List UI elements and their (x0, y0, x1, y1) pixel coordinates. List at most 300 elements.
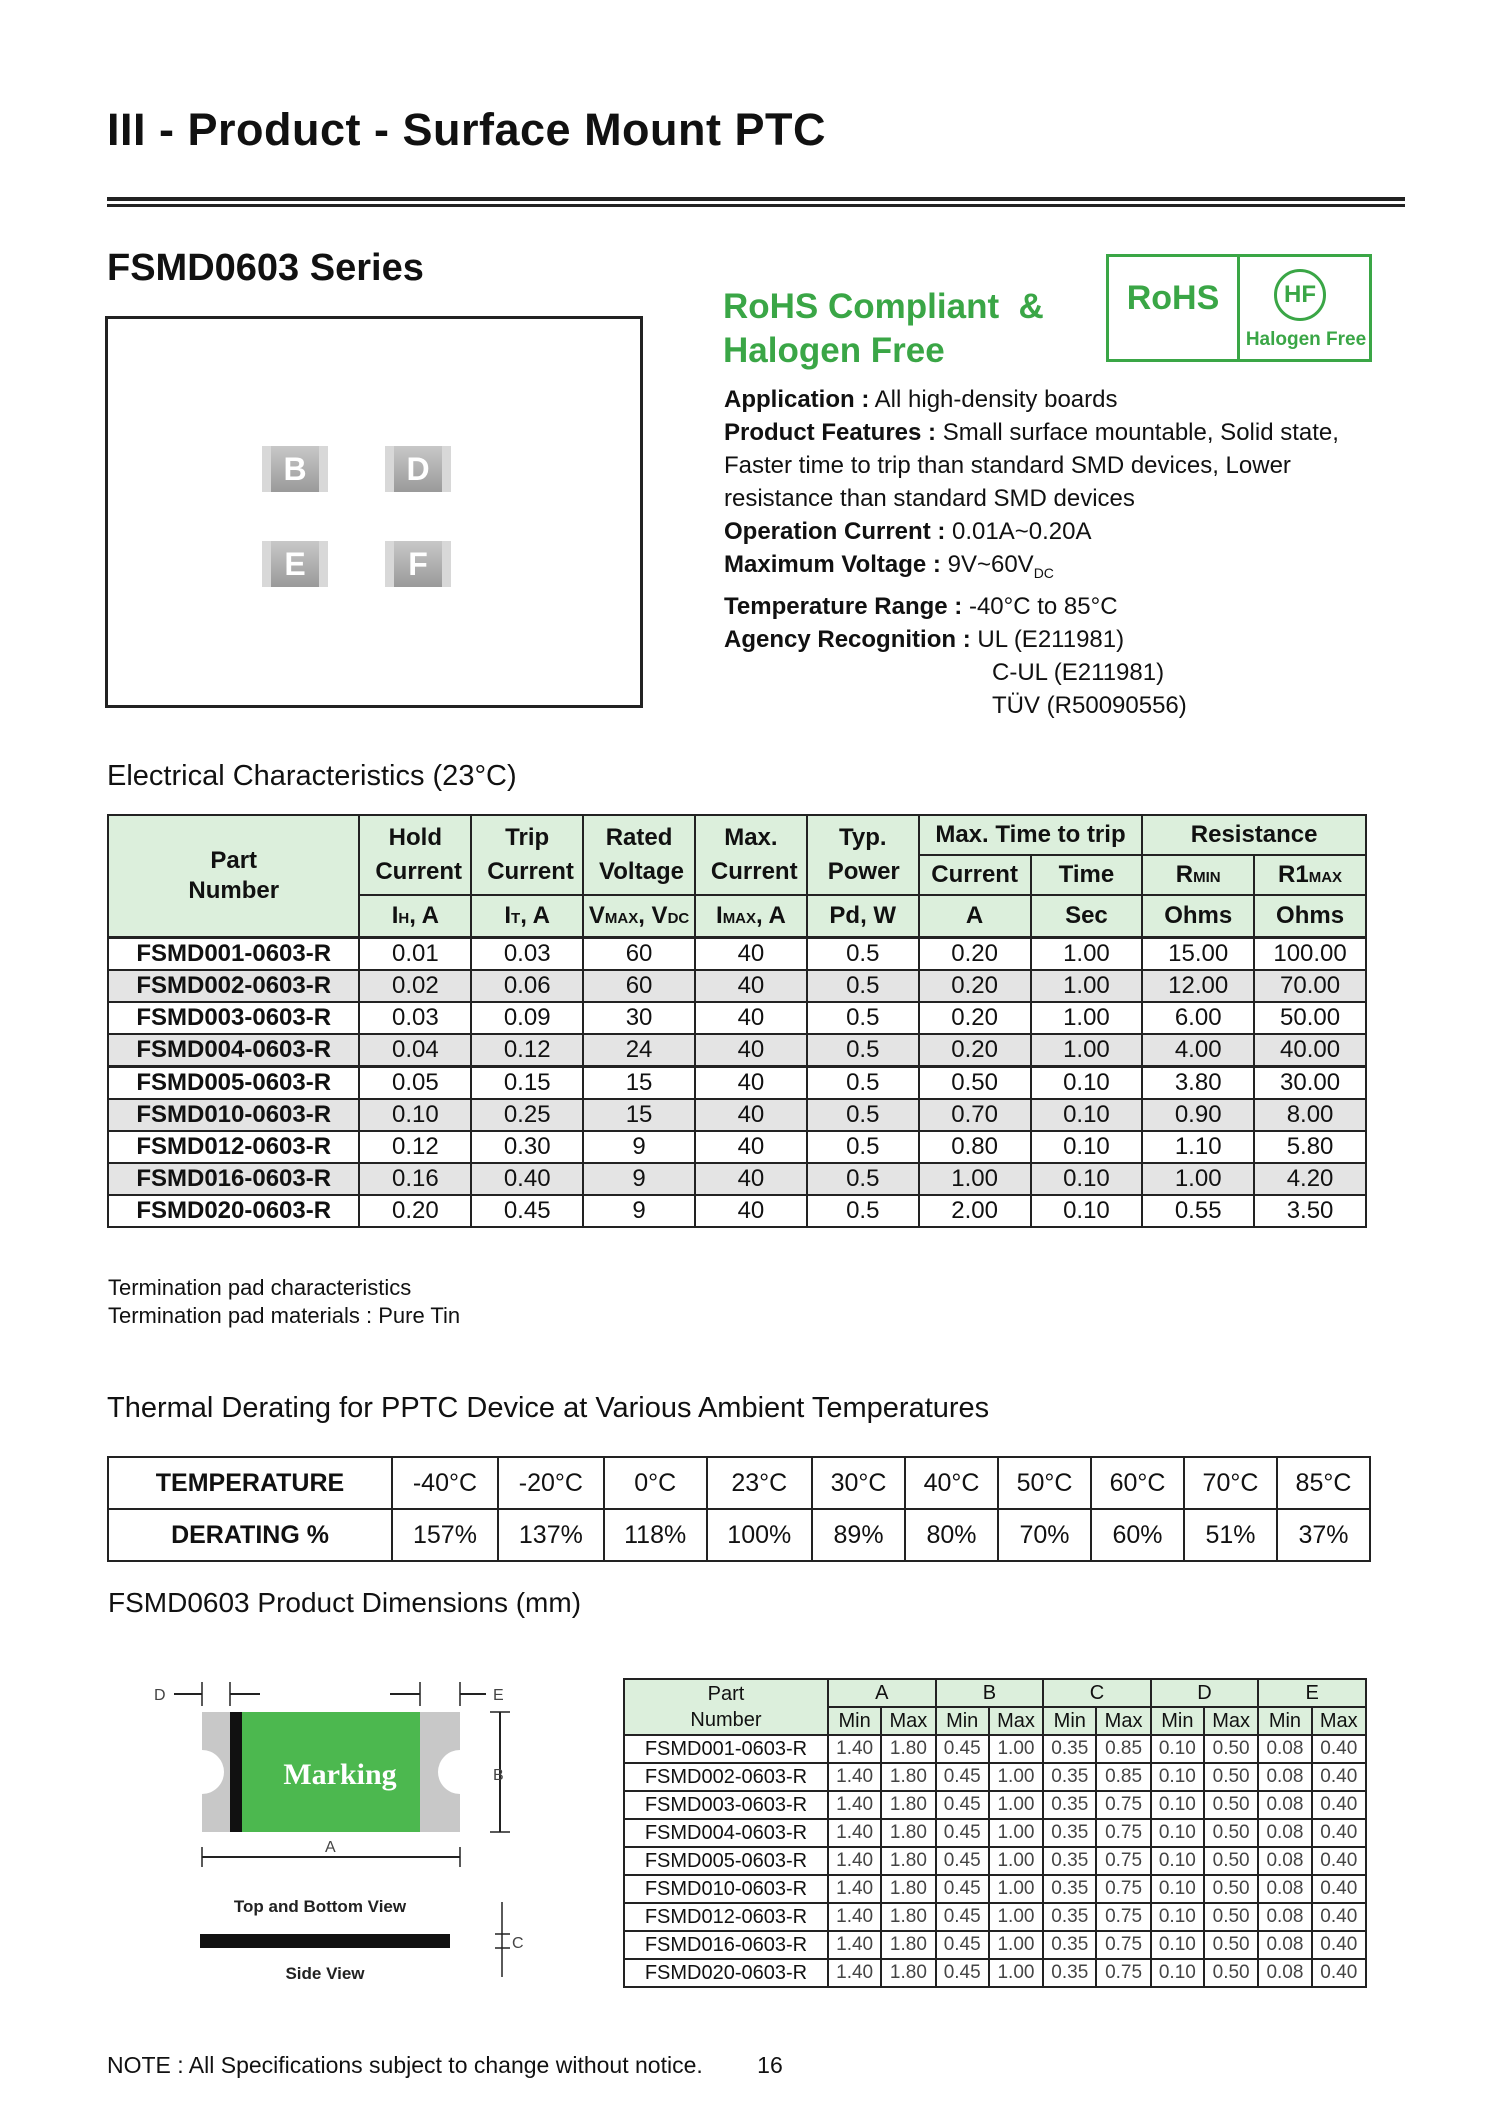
value-cell: 4.00 (1142, 1034, 1254, 1067)
value-cell: 0.12 (359, 1131, 471, 1163)
value-cell: 1.10 (1142, 1131, 1254, 1163)
value-cell: 40 (695, 937, 807, 970)
dimension-cell: 0.35 (1043, 1735, 1096, 1763)
top-bottom-view-label: Top and Bottom View (233, 1897, 407, 1916)
dimension-cell: 1.80 (881, 1959, 935, 1987)
temperature-cell: 0°C (604, 1457, 707, 1509)
page-title: III - Product - Surface Mount PTC (107, 104, 827, 155)
spec-agency3: TÜV (R50090556) (992, 691, 1187, 719)
dim-max-header: Max (1096, 1707, 1150, 1735)
dimension-cell: 1.00 (989, 1875, 1043, 1903)
dimension-cell: 1.80 (881, 1763, 935, 1791)
dim-min-header: Min (828, 1707, 881, 1735)
value-cell: 0.16 (359, 1163, 471, 1195)
value-cell: 40 (695, 970, 807, 1002)
dimension-cell: 0.50 (1204, 1791, 1258, 1819)
table-row (624, 1959, 1366, 1987)
label-d: D (154, 1687, 166, 1704)
termination-notes (108, 1274, 460, 1330)
col-part-number: Part Number (108, 815, 359, 937)
dimension-cell: 1.40 (828, 1819, 881, 1847)
title-rule-bottom (107, 204, 1405, 207)
dimension-cell: 0.45 (936, 1959, 989, 1987)
value-cell: 9 (583, 1131, 695, 1163)
dimension-cell: 1.00 (989, 1791, 1043, 1819)
part-number-cell: FSMD010-0603-R (108, 1099, 359, 1131)
dim-min-header: Min (1043, 1707, 1096, 1735)
dim-min-header: Min (1258, 1707, 1311, 1735)
dimension-cell: 0.50 (1204, 1847, 1258, 1875)
dimension-cell: 0.75 (1096, 1931, 1150, 1959)
part-number-cell: FSMD020-0603-R (624, 1959, 828, 1987)
value-cell: 0.09 (471, 1002, 583, 1034)
value-cell: 1.00 (1031, 937, 1143, 970)
value-cell: 0.55 (1142, 1195, 1254, 1227)
dimension-cell: 0.45 (936, 1735, 989, 1763)
derating-cell: 157% (392, 1509, 498, 1561)
dimension-cell: 0.50 (1204, 1903, 1258, 1931)
derating-label: DERATING % (108, 1509, 392, 1561)
table-row (624, 1875, 1366, 1903)
derating-cell: 37% (1277, 1509, 1370, 1561)
value-cell: 60 (583, 970, 695, 1002)
dimension-cell: 0.50 (1204, 1875, 1258, 1903)
note-text: NOTE : All Specifications subject to change without notice. (107, 2052, 703, 2078)
title-rule-top (107, 197, 1405, 201)
part-number-cell: FSMD004-0603-R (624, 1819, 828, 1847)
value-cell: 40 (695, 1131, 807, 1163)
derating-cell: 60% (1091, 1509, 1184, 1561)
dimension-cell: 0.40 (1312, 1819, 1366, 1847)
dimension-cell: 1.40 (828, 1959, 881, 1987)
value-cell: 0.50 (919, 1066, 1031, 1099)
dimension-cell: 1.80 (881, 1931, 935, 1959)
dimension-cell: 0.35 (1043, 1763, 1096, 1791)
table-row (108, 970, 1366, 1002)
col-hold-current: Hold Current (359, 815, 471, 895)
dimension-diagram (150, 1672, 550, 2002)
value-cell: 0.20 (359, 1195, 471, 1227)
dimension-cell: 0.75 (1096, 1847, 1150, 1875)
table-row (108, 1034, 1366, 1067)
chip-f: F (385, 541, 451, 587)
unit-a: A (919, 895, 1031, 937)
dimension-cell: 0.35 (1043, 1903, 1096, 1931)
dimension-cell: 0.10 (1151, 1931, 1204, 1959)
dimensions-title: FSMD0603 Product Dimensions (mm) (108, 1587, 582, 1618)
unit-sec: Sec (1031, 895, 1143, 937)
part-number-cell: FSMD003-0603-R (108, 1002, 359, 1034)
value-cell: 5.80 (1254, 1131, 1366, 1163)
value-cell: 40 (695, 1163, 807, 1195)
value-cell: 40 (695, 1034, 807, 1067)
temperature-cell: 60°C (1091, 1457, 1184, 1509)
thermal-title: Thermal Derating for PPTC Device at Various Ambient Temperatures (107, 1392, 990, 1424)
value-cell: 0.12 (471, 1034, 583, 1067)
dimension-cell: 1.80 (881, 1847, 935, 1875)
dimension-cell: 0.85 (1096, 1735, 1150, 1763)
dimension-cell: 0.08 (1258, 1931, 1311, 1959)
dimension-cell: 0.08 (1258, 1819, 1311, 1847)
part-number-cell: FSMD002-0603-R (108, 970, 359, 1002)
unit-it: IT, A (471, 895, 583, 937)
part-number-cell: FSMD016-0603-R (108, 1163, 359, 1195)
dimension-cell: 0.08 (1258, 1735, 1311, 1763)
value-cell: 4.20 (1254, 1163, 1366, 1195)
rohs-heading (723, 285, 1044, 373)
page-number: 16 (757, 2052, 783, 2078)
value-cell: 0.10 (1031, 1066, 1143, 1099)
value-cell: 0.5 (807, 1131, 919, 1163)
spec-features-line3: resistance than standard SMD devices (724, 485, 1135, 512)
value-cell: 0.5 (807, 1066, 919, 1099)
unit-vmax: VMAX, VDC (583, 895, 695, 937)
dimension-cell: 0.45 (936, 1847, 989, 1875)
value-cell: 0.45 (471, 1195, 583, 1227)
part-number-cell: FSMD005-0603-R (108, 1066, 359, 1099)
rohs-logo-text: RoHS (1126, 279, 1220, 317)
dimension-cell: 1.00 (989, 1735, 1043, 1763)
rohs-line1: RoHS Compliant & (723, 287, 1044, 326)
dimension-cell: 0.50 (1204, 1819, 1258, 1847)
value-cell: 40.00 (1254, 1034, 1366, 1067)
value-cell: 0.5 (807, 970, 919, 1002)
value-cell: 15 (583, 1066, 695, 1099)
chip-b: B (262, 446, 328, 492)
dimension-cell: 0.10 (1151, 1763, 1204, 1791)
temperature-cell: 85°C (1277, 1457, 1370, 1509)
value-cell: 1.00 (1031, 1034, 1143, 1067)
dim-min-header: Min (936, 1707, 989, 1735)
chip-d: D (385, 446, 451, 492)
table-row (624, 1763, 1366, 1791)
value-cell: 0.02 (359, 970, 471, 1002)
table-row (108, 937, 1366, 970)
dim-max-header: Max (1312, 1707, 1366, 1735)
value-cell: 0.5 (807, 1195, 919, 1227)
dimension-cell: 0.45 (936, 1819, 989, 1847)
dim-col-c: C (1043, 1679, 1151, 1707)
temperature-cell: 40°C (905, 1457, 998, 1509)
dimension-cell: 0.85 (1096, 1763, 1150, 1791)
value-cell: 0.01 (359, 937, 471, 970)
dimension-cell: 1.40 (828, 1875, 881, 1903)
value-cell: 1.00 (1031, 970, 1143, 1002)
table-row (624, 1735, 1366, 1763)
termination-line1: Termination pad characteristics (108, 1275, 412, 1300)
termination-line2: Termination pad materials : Pure Tin (108, 1303, 461, 1328)
table-row (108, 1099, 1366, 1131)
dimension-cell: 0.40 (1312, 1903, 1366, 1931)
value-cell: 24 (583, 1034, 695, 1067)
table-row (624, 1931, 1366, 1959)
rohs-line2: Halogen Free (723, 331, 945, 370)
dimension-cell: 1.40 (828, 1791, 881, 1819)
table-row (624, 1847, 1366, 1875)
dimension-cell: 0.10 (1151, 1959, 1204, 1987)
spec-application: Application : All high-density boards (724, 386, 1118, 413)
col-typ-power: Typ. Power (807, 815, 919, 895)
part-number-cell: FSMD010-0603-R (624, 1875, 828, 1903)
value-cell: 0.15 (471, 1066, 583, 1099)
value-cell: 40 (695, 1195, 807, 1227)
dimension-cell: 1.00 (989, 1959, 1043, 1987)
spec-features-line2: Faster time to trip than standard SMD devices, Lower (724, 452, 1291, 479)
dimension-cell: 0.35 (1043, 1791, 1096, 1819)
part-number-cell: FSMD020-0603-R (108, 1195, 359, 1227)
dimension-cell: 0.08 (1258, 1959, 1311, 1987)
dimension-cell: 0.40 (1312, 1959, 1366, 1987)
dimensions-table (623, 1678, 1367, 1988)
spec-agency2: C-UL (E211981) (992, 658, 1165, 686)
derating-cell: 51% (1184, 1509, 1277, 1561)
dimension-cell: 0.40 (1312, 1847, 1366, 1875)
value-cell: 12.00 (1142, 970, 1254, 1002)
value-cell: 40 (695, 1099, 807, 1131)
table-row (624, 1791, 1366, 1819)
dimension-cell: 0.40 (1312, 1791, 1366, 1819)
value-cell: 0.20 (919, 937, 1031, 970)
spec-current: Operation Current : 0.01A~0.20A (724, 518, 1092, 545)
dimension-cell: 1.40 (828, 1903, 881, 1931)
label-c: C (512, 1935, 524, 1952)
dimension-cell: 0.08 (1258, 1875, 1311, 1903)
value-cell: 1.00 (1031, 1002, 1143, 1034)
dimension-cell: 0.75 (1096, 1959, 1150, 1987)
value-cell: 0.04 (359, 1034, 471, 1067)
rohs-hf-logo (1106, 254, 1372, 362)
col-trip-current-a: Current (919, 855, 1031, 895)
dimension-cell: 0.35 (1043, 1875, 1096, 1903)
value-cell: 9 (583, 1163, 695, 1195)
dimension-cell: 1.40 (828, 1847, 881, 1875)
temperature-cell: 50°C (998, 1457, 1091, 1509)
value-cell: 0.5 (807, 1163, 919, 1195)
derating-cell: 70% (998, 1509, 1091, 1561)
value-cell: 0.70 (919, 1099, 1031, 1131)
table-row (624, 1903, 1366, 1931)
value-cell: 0.80 (919, 1131, 1031, 1163)
dim-col-part-number: Part Number (624, 1679, 828, 1735)
dimension-cell: 0.50 (1204, 1763, 1258, 1791)
part-number-cell: FSMD002-0603-R (624, 1763, 828, 1791)
dim-min-header: Min (1151, 1707, 1204, 1735)
col-rmin: RMIN (1142, 855, 1254, 895)
dim-col-a: A (828, 1679, 936, 1707)
value-cell: 6.00 (1142, 1002, 1254, 1034)
value-cell: 1.00 (919, 1163, 1031, 1195)
spec-agency: Agency Recognition : UL (E211981) (724, 625, 1125, 653)
value-cell: 0.40 (471, 1163, 583, 1195)
dimension-cell: 0.10 (1151, 1875, 1204, 1903)
value-cell: 1.00 (1142, 1163, 1254, 1195)
value-cell: 0.20 (919, 970, 1031, 1002)
dimension-cell: 1.80 (881, 1875, 935, 1903)
dim-max-header: Max (989, 1707, 1043, 1735)
value-cell: 9 (583, 1195, 695, 1227)
col-max-time-to-trip: Max. Time to trip (919, 815, 1143, 855)
dimension-cell: 0.45 (936, 1791, 989, 1819)
derating-cell: 89% (812, 1509, 905, 1561)
spec-temperature: Temperature Range : -40°C to 85°C (724, 592, 1118, 620)
thermal-table (107, 1456, 1371, 1562)
dimension-cell: 0.35 (1043, 1959, 1096, 1987)
table-row (108, 1002, 1366, 1034)
dimension-cell: 0.40 (1312, 1735, 1366, 1763)
value-cell: 0.90 (1142, 1099, 1254, 1131)
dimension-cell: 0.75 (1096, 1875, 1150, 1903)
value-cell: 0.20 (919, 1002, 1031, 1034)
value-cell: 0.10 (1031, 1131, 1143, 1163)
value-cell: 0.5 (807, 1002, 919, 1034)
dimension-cell: 0.08 (1258, 1763, 1311, 1791)
temperature-cell: 70°C (1184, 1457, 1277, 1509)
table-row (624, 1819, 1366, 1847)
halogen-free-text: Halogen Free (1245, 329, 1367, 350)
value-cell: 30.00 (1254, 1066, 1366, 1099)
table-row (108, 1195, 1366, 1227)
dimension-cell: 1.00 (989, 1931, 1043, 1959)
value-cell: 0.10 (359, 1099, 471, 1131)
col-trip-time: Time (1031, 855, 1143, 895)
spec-voltage: Maximum Voltage : $9V\sim 60V_{DC}$ (724, 551, 1054, 581)
unit-ohms-min: Ohms (1142, 895, 1254, 937)
dimension-cell: 0.10 (1151, 1791, 1204, 1819)
dimension-cell: 1.00 (989, 1903, 1043, 1931)
value-cell: 0.06 (471, 970, 583, 1002)
electrical-table (107, 814, 1367, 1228)
temperature-cell: -40°C (392, 1457, 498, 1509)
dimension-cell: 0.40 (1312, 1875, 1366, 1903)
value-cell: 2.00 (919, 1195, 1031, 1227)
dimension-cell: 1.40 (828, 1763, 881, 1791)
col-max-current: Max. Current (695, 815, 807, 895)
dimension-cell: 0.40 (1312, 1763, 1366, 1791)
part-number-cell: FSMD005-0603-R (624, 1847, 828, 1875)
dimension-cell: 0.10 (1151, 1819, 1204, 1847)
temperature-cell: -20°C (498, 1457, 604, 1509)
dimension-cell: 0.08 (1258, 1847, 1311, 1875)
value-cell: 0.5 (807, 1099, 919, 1131)
unit-ih: IH, A (359, 895, 471, 937)
chip-e: E (262, 541, 328, 587)
dimension-cell: 0.50 (1204, 1735, 1258, 1763)
value-cell: 0.10 (1031, 1163, 1143, 1195)
derating-cell: 100% (707, 1509, 813, 1561)
col-resistance: Resistance (1142, 815, 1366, 855)
value-cell: 30 (583, 1002, 695, 1034)
dimension-cell: 0.35 (1043, 1847, 1096, 1875)
dimension-cell: 1.40 (828, 1735, 881, 1763)
value-cell: 40 (695, 1002, 807, 1034)
value-cell: 0.30 (471, 1131, 583, 1163)
spec-list (724, 383, 1414, 722)
dimension-cell: 1.80 (881, 1791, 935, 1819)
table-row (108, 1066, 1366, 1099)
dim-col-e: E (1258, 1679, 1366, 1707)
value-cell: 15.00 (1142, 937, 1254, 970)
dimension-cell: 0.35 (1043, 1931, 1096, 1959)
dim-max-header: Max (881, 1707, 935, 1735)
part-number-cell: FSMD012-0603-R (108, 1131, 359, 1163)
dimension-cell: 0.10 (1151, 1735, 1204, 1763)
spec-features: Product Features : Small surface mountable, Solid state, (724, 419, 1339, 446)
dimension-cell: 0.45 (936, 1903, 989, 1931)
dimension-cell: 0.08 (1258, 1903, 1311, 1931)
derating-cell: 118% (604, 1509, 707, 1561)
series-title: FSMD0603 Series (107, 247, 424, 289)
value-cell: 70.00 (1254, 970, 1366, 1002)
dimension-cell: 0.50 (1204, 1959, 1258, 1987)
dimension-cell: 0.75 (1096, 1903, 1150, 1931)
value-cell: 3.50 (1254, 1195, 1366, 1227)
table-row (108, 1163, 1366, 1195)
value-cell: 0.03 (359, 1002, 471, 1034)
marking-label: Marking (283, 1758, 397, 1791)
dimension-cell: 0.10 (1151, 1847, 1204, 1875)
value-cell: 8.00 (1254, 1099, 1366, 1131)
dimension-cell: 1.80 (881, 1903, 935, 1931)
dimension-cell: 1.40 (828, 1931, 881, 1959)
value-cell: 60 (583, 937, 695, 970)
dimension-cell: 0.50 (1204, 1931, 1258, 1959)
unit-imax: IMAX, A (695, 895, 807, 937)
dim-col-b: B (936, 1679, 1044, 1707)
temperature-cell: 23°C (707, 1457, 813, 1509)
label-e: E (493, 1687, 504, 1704)
value-cell: 0.5 (807, 937, 919, 970)
dimension-cell: 1.00 (989, 1847, 1043, 1875)
dimension-cell: 1.00 (989, 1819, 1043, 1847)
value-cell: 15 (583, 1099, 695, 1131)
side-view-label: Side View (285, 1964, 365, 1983)
value-cell: 0.05 (359, 1066, 471, 1099)
dimension-cell: 0.45 (936, 1875, 989, 1903)
unit-pd: Pd, W (807, 895, 919, 937)
value-cell: 40 (695, 1066, 807, 1099)
dimension-cell: 0.35 (1043, 1819, 1096, 1847)
dimension-cell: 0.75 (1096, 1791, 1150, 1819)
part-number-cell: FSMD001-0603-R (624, 1735, 828, 1763)
part-number-cell: FSMD016-0603-R (624, 1931, 828, 1959)
dimension-cell: 1.80 (881, 1819, 935, 1847)
part-number-cell: FSMD004-0603-R (108, 1034, 359, 1067)
value-cell: 0.5 (807, 1034, 919, 1067)
dim-col-d: D (1151, 1679, 1259, 1707)
dimension-cell: 0.45 (936, 1763, 989, 1791)
value-cell: 0.10 (1031, 1099, 1143, 1131)
electrical-title: Electrical Characteristics (23°C) (107, 760, 517, 792)
footer-note (107, 2052, 783, 2079)
dimension-cell: 0.45 (936, 1931, 989, 1959)
value-cell: 0.03 (471, 937, 583, 970)
derating-cell: 80% (905, 1509, 998, 1561)
derating-cell: 137% (498, 1509, 604, 1561)
dimension-cell: 0.75 (1096, 1819, 1150, 1847)
halogen-free-icon: HF (1274, 269, 1326, 321)
value-cell: 0.20 (919, 1034, 1031, 1067)
value-cell: 100.00 (1254, 937, 1366, 970)
part-number-cell: FSMD003-0603-R (624, 1791, 828, 1819)
value-cell: 50.00 (1254, 1002, 1366, 1034)
value-cell: 3.80 (1142, 1066, 1254, 1099)
table-row (108, 1131, 1366, 1163)
part-number-cell: FSMD012-0603-R (624, 1903, 828, 1931)
product-photo (105, 316, 643, 708)
col-rated-voltage: Rated Voltage (583, 815, 695, 895)
dimension-cell: 0.10 (1151, 1903, 1204, 1931)
dimension-cell: 1.80 (881, 1735, 935, 1763)
